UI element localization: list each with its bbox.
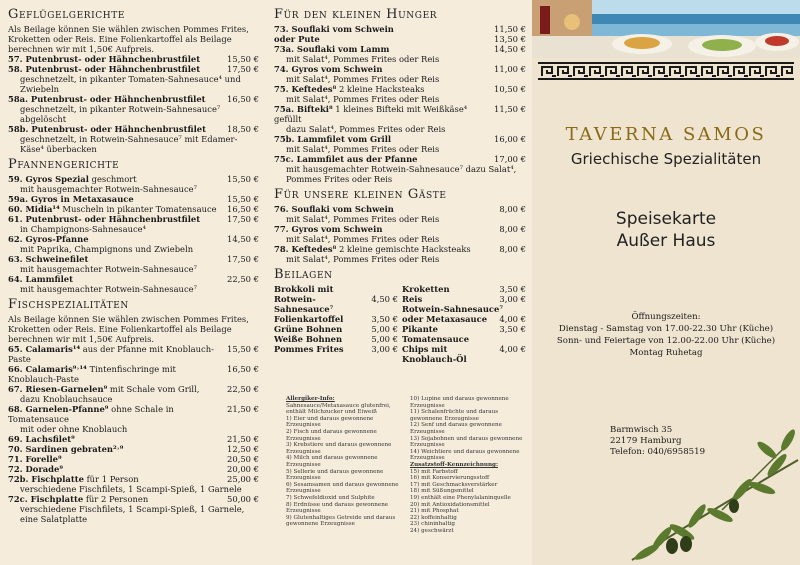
opening-hours <box>532 311 800 359</box>
menu-item-label <box>274 24 394 34</box>
menu-item-row <box>8 404 259 424</box>
side-dish-row <box>402 304 526 314</box>
allergy-list-left <box>286 416 402 528</box>
menu-item-name: 59a. Gyros in Metaxasauce <box>8 194 134 204</box>
beilagen-right <box>402 284 526 364</box>
menu-item-price: 14,50 € <box>227 234 259 244</box>
allergen-entry: 23) chininhaltig <box>410 521 455 528</box>
menu-item-row <box>8 64 259 74</box>
menu-item-label <box>8 444 123 454</box>
menu-item-name: 65. Calamaris¹⁴ <box>8 344 81 354</box>
menu-item-description: in Champignons-Sahnesauce⁴ <box>20 224 146 234</box>
menu-item-name: 60. Midia¹⁴ <box>8 204 60 214</box>
section-title-fisch: Fischspezialitäten <box>8 297 129 312</box>
side-dish-row <box>402 294 526 304</box>
allergen-entry: 5) Sellerie und daraus gewonnene Erzeugnisse <box>286 468 384 482</box>
menu-item-description: mit Salat⁴, Pommes Frites oder Reis <box>286 94 440 104</box>
additives-list <box>410 469 526 535</box>
side-dish-name: Pommes Frites <box>274 344 344 354</box>
menu-item-name: 61. Putenbrust- oder Hähnchenbrustfilet <box>8 214 201 224</box>
menu-item-description: verschiedene Fischfilets, 1 Scampi-Spieß, 1 Garnele, eine Salatplatte <box>20 504 245 524</box>
section-title-hunger: Für den kleinen Hunger <box>274 7 438 22</box>
hours-line2: Sonn- und Feiertage von 12.00-22.00 Uhr (Küche) <box>556 336 776 346</box>
side-dish-row <box>402 324 526 344</box>
menu-item-label <box>8 234 89 244</box>
menu-item-label <box>8 494 148 504</box>
side-dish-row <box>274 314 398 324</box>
menu-item-price: 21,50 € <box>227 404 259 414</box>
address-street: Barmwisch 35 <box>610 425 673 435</box>
menu-item-price: 14,50 € <box>494 44 526 54</box>
menu-item-price: 22,50 € <box>227 384 259 394</box>
additives-title: Zusatzstoff-Kennzeichnung: <box>410 461 499 468</box>
menu-item-row <box>8 444 259 454</box>
menu-item-price: 25,00 € <box>227 474 259 484</box>
menu-item-label <box>274 64 382 74</box>
menu-item-description: mit Salat⁴, Pommes Frites oder Reis <box>286 144 440 154</box>
menu-item-price: 17,00 € <box>494 154 526 164</box>
beilagen-table <box>274 284 526 364</box>
menu-item-name: 58. Putenbrust- oder Hähnchenbrustfilet <box>8 64 201 74</box>
allergen-entry: 24) geschwärzt <box>410 527 454 534</box>
menu-item-label <box>274 224 382 234</box>
menu-item-description: mit Salat⁴, Pommes Frites oder Reis <box>286 214 440 224</box>
menu-item-label <box>8 274 73 284</box>
menu-item-name: 78. Keftedes⁸ <box>274 244 337 254</box>
menu-item-price: 17,50 € <box>227 64 259 74</box>
menu-item-price: 11,00 € <box>494 64 526 74</box>
menu-item-extra: 2 kleine gemischte Hacksteaks <box>336 244 471 254</box>
menu-item-label <box>274 244 471 254</box>
menu-item-description: mit oder ohne Knoblauch <box>20 424 128 434</box>
allergen-entry: 8) Erdnüsse und daraus gewonnene Erzeugnisse <box>286 501 389 515</box>
side-dish-price: 3,00 € <box>371 344 398 354</box>
menu-item-label <box>274 154 418 164</box>
allergen-entry: 17) mit Geschmacksverstärker <box>410 481 498 488</box>
menu-item-row <box>8 234 259 244</box>
menu-item-label <box>8 404 223 424</box>
menu-item-extra: mit Schale vom Grill, <box>107 384 200 394</box>
menu-item-price: 15,50 € <box>227 344 259 354</box>
greek-key-border <box>538 62 794 80</box>
side-dish-price: 5,00 € <box>371 324 398 334</box>
menu-item-label <box>8 54 200 64</box>
menu-item-label <box>8 64 200 74</box>
menu-item-row <box>8 204 259 214</box>
allergen-entry: 1) Eier und daraus gewonnene Erzeugnisse <box>286 415 374 429</box>
fisch-note: Als Beilage können Sie wählen zwischen Pommes Frites, Kroketten oder Reis. Eine Folienkartoffel als Beilage berechnen wir mit 1,50€ Aufpreis. <box>8 314 249 344</box>
menu-item-price: 15,50 € <box>227 194 259 204</box>
menu-item-name: 72. Dorade⁹ <box>8 464 64 474</box>
menu-item-description: geschnetzelt, in pikanter Rotwein-Sahnesauce⁷ abgelöscht <box>20 104 221 124</box>
menu-item-label <box>8 364 223 384</box>
menu-title <box>532 208 800 252</box>
side-dish-name: Kroketten <box>402 284 450 294</box>
menu-item-description: mit Paprika, Champignons und Zwiebeln <box>20 244 194 254</box>
menu-item-extra: 2 kleine Hacksteaks <box>336 84 425 94</box>
menu-title-line2: Außer Haus <box>616 231 716 251</box>
section-title-pfanne: Pfannengerichte <box>8 157 120 172</box>
address-city: 22179 Hamburg <box>610 436 682 446</box>
menu-item-label <box>8 254 88 264</box>
side-dish-name: Weiße Bohnen <box>274 334 343 344</box>
menu-item-label <box>274 34 320 44</box>
menu-item-description: mit hausgemachter Rotwein-Sahnesauce⁷ dazu Salat⁴, Pommes Frites oder Reis <box>286 164 517 184</box>
menu-item-row <box>8 194 259 204</box>
menu-item-extra: 1 kleines Bifteki mit Weißkäse⁴ gefüllt <box>274 104 468 124</box>
allergen-entry: 16) mit Konservierungsstoff <box>410 475 490 482</box>
menu-item-name: 67. Riesen-Garnelen⁹ <box>8 384 108 394</box>
allergen-entry: 9) Glutenhaltiges Getreide und daraus gewonnene Erzeugnisse <box>286 514 396 528</box>
menu-item-row <box>8 124 259 134</box>
menu-item-row <box>8 454 259 464</box>
allergen-entry: 11) Schalenfrüchte und daraus gewonnene Erzeugnisse <box>410 409 499 422</box>
menu-item-name: 73a. Souflaki vom Lamm <box>274 44 390 54</box>
menu-item-description: mit Salat⁴, Pommes Frites oder Reis <box>286 74 440 84</box>
column-right-cover <box>532 0 800 565</box>
allergy-intro: Sahnesauce/Metaxasauce glutenfrei, enthält Milchzucker und Eiweiß <box>286 402 391 416</box>
menu-item-row <box>8 254 259 264</box>
allergen-entry: 21) mit Phosphat <box>410 508 459 515</box>
menu-item-row <box>8 274 259 284</box>
menu-item-description: mit Salat⁴, Pommes Frites oder Reis <box>286 254 440 264</box>
menu-item-label <box>274 104 490 124</box>
allergen-entry: 10) Lupine und daraus gewonnene Erzeugnisse <box>410 396 509 409</box>
hours-line1: Dienstag - Samstag von 17.00-22.30 Uhr (Küche) <box>558 324 774 334</box>
section-title-gefluegel: Geflügelgerichte <box>8 7 126 22</box>
menu-item-description: mit hausgemachter Rotwein-Sahnesauce⁷ <box>20 264 197 274</box>
side-dish-price: 3,50 € <box>499 324 526 334</box>
menu-item-name: 77. Gyros vom Schwein <box>274 224 383 234</box>
menu-item-name: 68. Garnelen-Pfanne⁹ <box>8 404 109 414</box>
hours-line3: Montag Ruhetag <box>629 348 703 358</box>
menu-item-description: verschiedene Fischfilets, 1 Scampi-Spieß, 1 Garnele <box>20 484 242 494</box>
menu-item-price: 16,50 € <box>227 364 259 374</box>
side-dish-row <box>402 344 526 364</box>
address-block <box>610 425 705 458</box>
side-dish-row <box>402 284 526 294</box>
menu-item-row <box>274 34 526 44</box>
menu-item-label <box>8 434 75 444</box>
menu-item-row <box>8 54 259 64</box>
allergen-entry: 15) mit Farbstoff <box>410 468 458 475</box>
menu-item-description: mit hausgemachter Rotwein-Sahnesauce⁷ <box>20 184 197 194</box>
menu-item-row <box>274 134 526 144</box>
menu-item-name: oder Pute <box>274 34 320 44</box>
side-dish-name: Pikante Tomatensauce <box>402 324 470 344</box>
menu-item-row <box>8 344 259 364</box>
allergen-entry: 14) Weichtiere und daraus gewonnene Erzeugnisse <box>410 448 520 462</box>
allergen-entry: 13) Sojabohnen und daraus gewonnene Erzeugnisse <box>410 435 523 449</box>
menu-item-row <box>274 204 526 214</box>
menu-item-description: dazu Salat⁴, Pommes Frites oder Reis <box>286 124 446 134</box>
menu-item-description: mit hausgemachter Rotwein-Sahnesauce⁷ <box>20 284 197 294</box>
menu-item-extra: aus der Pfanne mit Knoblauch-Paste <box>8 344 214 364</box>
menu-item-price: 17,50 € <box>227 214 259 224</box>
side-dish-price: 5,00 € <box>371 334 398 344</box>
menu-item-name: 74. Gyros vom Schwein <box>274 64 383 74</box>
menu-item-extra: geschmort <box>88 174 137 184</box>
side-dish-price: 3,50 € <box>499 284 526 294</box>
menu-item-price: 8,00 € <box>499 204 526 214</box>
menu-item-price: 50,00 € <box>227 494 259 504</box>
menu-item-extra: ohne Schale in Tomatensauce <box>8 404 174 424</box>
menu-item-name: 70. Sardinen gebraten²˒⁹ <box>8 444 124 454</box>
menu-item-label <box>8 214 200 224</box>
allergen-entry: 2) Fisch und daraus gewonnene Erzeugnisse <box>286 428 377 442</box>
menu-item-name: 69. Lachsfilet⁹ <box>8 434 75 444</box>
menu-item-label <box>274 204 394 214</box>
menu-item-row <box>274 84 526 94</box>
restaurant-name: TAVERNA SAMOS <box>565 124 767 145</box>
allergy-info <box>286 396 526 534</box>
beilagen-left <box>274 284 398 364</box>
side-dish-row <box>274 334 398 344</box>
side-dish-price <box>394 284 398 294</box>
menu-item-name: 75a. Bifteki⁸ <box>274 104 333 114</box>
menu-item-row <box>8 214 259 224</box>
side-dish-name: Reis <box>402 294 423 304</box>
menu-item-row <box>274 154 526 164</box>
menu-item-name: 75b. Lammfilet vom Grill <box>274 134 392 144</box>
side-dish-name: Folienkartoffel <box>274 314 344 324</box>
allergen-entry: 12) Senf und daraus gewonnene Erzeugnisse <box>410 422 502 435</box>
side-dish-name: Grüne Bohnen <box>274 324 343 334</box>
menu-item-name: 75. Keftedes⁸ <box>274 84 337 94</box>
section-title-gaeste: Für unsere kleinen Gäste <box>274 187 447 202</box>
menu-item-price: 11,50 € <box>494 104 526 114</box>
menu-item-label <box>8 454 62 464</box>
menu-item-price: 8,00 € <box>499 224 526 234</box>
side-dish-price: 4,00 € <box>499 344 526 354</box>
section-title-beilagen: Beilagen <box>274 267 333 282</box>
allergen-entry: 20) mit Antioxidationsmittel <box>410 501 490 508</box>
menu-item-price: 8,00 € <box>499 244 526 254</box>
menu-item-price: 20,00 € <box>227 464 259 474</box>
address-phone[interactable]: Telefon: 040/6958519 <box>610 447 706 457</box>
menu-item-row <box>274 224 526 234</box>
menu-item-name: 57. Putenbrust- oder Hähnchenbrustfilet <box>8 54 201 64</box>
menu-item-description: mit Salat⁴, Pommes Frites oder Reis <box>286 234 440 244</box>
menu-item-label <box>8 204 217 214</box>
allergy-list-right <box>410 396 526 462</box>
side-dish-row <box>274 294 398 314</box>
gaeste-list <box>274 204 526 264</box>
menu-item-name: 58a. Putenbrust- oder Hähnchenbrustfilet <box>8 94 206 104</box>
menu-item-name: 72b. Fischplatte <box>8 474 84 484</box>
side-dish-row <box>402 314 526 324</box>
menu-item-row <box>274 244 526 254</box>
allergy-col-left <box>286 396 402 534</box>
menu-item-row <box>8 474 259 484</box>
allergen-entry: 4) Milch und daraus gewonnene Erzeugnisse <box>286 455 378 468</box>
menu-item-row <box>8 434 259 444</box>
menu-item-name: 71. Forelle⁹ <box>8 454 62 464</box>
menu-item-label <box>274 134 391 144</box>
menu-item-label <box>8 94 206 104</box>
menu-item-price: 11,50 € <box>494 24 526 34</box>
menu-item-row <box>8 494 259 504</box>
menu-item-price: 15,50 € <box>227 174 259 184</box>
menu-item-label <box>8 344 223 364</box>
menu-item-price: 18,50 € <box>227 124 259 134</box>
side-dish-row <box>274 284 398 294</box>
menu-item-row <box>8 174 259 184</box>
menu-item-price: 21,50 € <box>227 434 259 444</box>
menu-item-row <box>8 364 259 384</box>
harbor-food-photo <box>532 0 800 58</box>
allergen-entry: 19) enthält eine Phenylalaninquelle <box>410 494 511 501</box>
restaurant-tagline: Griechische Spezialitäten <box>570 150 762 168</box>
menu-item-name: 73. Souflaki vom Schwein <box>274 24 394 34</box>
menu-item-row <box>8 464 259 474</box>
menu-item-price: 13,50 € <box>494 34 526 44</box>
menu-item-extra: Tintenfischringe mit Knoblauch-Paste <box>8 364 176 384</box>
menu-item-name: 75c. Lammfilet aus der Pfanne <box>274 154 418 164</box>
side-dish-price: 3,00 € <box>499 294 526 304</box>
allergen-entry: 6) Sesamsamen und daraus gewonnene Erzeugnisse <box>286 481 399 495</box>
menu-item-name: 59. Gyros Spezial <box>8 174 89 184</box>
allergen-entry: 22) koffeinhaltig <box>410 514 457 521</box>
menu-item-row <box>274 104 526 124</box>
menu-item-row <box>274 44 526 54</box>
allergen-entry: 7) Schwefeldioxid und Sulphite <box>286 494 375 501</box>
menu-item-description: geschnetzelt, in pikanter Tomaten-Sahnesauce⁴ und Zwiebeln <box>20 74 241 94</box>
menu-item-description: mit Salat⁴, Pommes Frites oder Reis <box>286 54 440 64</box>
hours-title: Öffnungszeiten: <box>631 312 701 322</box>
menu-item-extra: für 1 Person <box>83 474 139 484</box>
menu-item-label <box>8 384 199 394</box>
menu-item-extra: für 2 Personen <box>83 494 149 504</box>
menu-item-label <box>8 174 137 184</box>
side-dish-price <box>522 304 526 314</box>
menu-item-row <box>274 64 526 74</box>
menu-item-label <box>8 124 206 134</box>
side-dish-name: Rotwein-Sahnesauce⁷ <box>274 294 334 314</box>
side-dish-name: Chips mit Knoblauch-Öl <box>402 344 467 364</box>
menu-item-price: 16,00 € <box>494 134 526 144</box>
menu-item-price: 16,50 € <box>227 94 259 104</box>
column-middle <box>268 0 530 565</box>
menu-title-line1: Speisekarte <box>615 209 717 229</box>
gefluegel-list <box>8 54 259 154</box>
menu-item-description: dazu Knoblauchsauce <box>20 394 113 404</box>
menu-item-label <box>274 84 424 94</box>
allergy-col-right <box>410 396 526 534</box>
menu-item-label <box>8 474 139 484</box>
menu-item-label <box>8 194 134 204</box>
column-left <box>0 0 265 565</box>
menu-item-description: geschnetzelt, in Rotwein-Sahnesauce⁷ mit Edamer-Käse⁴ überbacken <box>20 134 238 154</box>
menu-item-name: 63. Schweinefilet <box>8 254 89 264</box>
menu-item-extra: Muscheln in pikanter Tomatensauce <box>59 204 217 214</box>
fisch-list <box>8 344 259 524</box>
menu-item-label <box>274 44 389 54</box>
menu-item-price: 17,50 € <box>227 254 259 264</box>
menu-item-row <box>274 24 526 34</box>
side-dish-name: oder Metaxasauce <box>402 314 488 324</box>
menu-item-price: 16,50 € <box>227 204 259 214</box>
menu-item-label <box>8 464 63 474</box>
allergen-entry: 3) Krebstiere und daraus gewonnene Erzeugnisse <box>286 442 392 455</box>
allergen-entry: 18) mit Süßungsmittel <box>410 488 474 495</box>
pfanne-list <box>8 174 259 294</box>
menu-item-price: 20,50 € <box>227 454 259 464</box>
side-dish-row <box>274 344 398 354</box>
menu-item-price: 10,50 € <box>494 84 526 94</box>
side-dish-row <box>274 324 398 334</box>
side-dish-name: Rotwein-Sahnesauce⁷ <box>402 304 504 314</box>
menu-item-name: 66. Calamaris⁹˒¹⁴ <box>8 364 87 374</box>
side-dish-price: 4,50 € <box>371 294 398 304</box>
menu-item-name: 62. Gyros-Pfanne <box>8 234 89 244</box>
menu-item-name: 64. Lammfilet <box>8 274 73 284</box>
menu-item-row <box>8 384 259 394</box>
side-dish-price: 3,50 € <box>371 314 398 324</box>
menu-item-name: 72c. Fischplatte <box>8 494 84 504</box>
allergy-title: Allergiker-Info: <box>286 396 335 402</box>
side-dish-name: Brokkoli mit <box>274 284 334 294</box>
menu-item-price: 15,50 € <box>227 54 259 64</box>
menu-item-row <box>8 94 259 104</box>
gefluegel-note: Als Beilage können Sie wählen zwischen Pommes Frites, Kroketten oder Reis. Eine Folienkartoffel als Beilage berechnen wir mit 1,50€ Aufpreis. <box>8 24 249 54</box>
menu-item-price: 12,50 € <box>227 444 259 454</box>
menu-item-name: 58b. Putenbrust- oder Hähnchenbrustfilet <box>8 124 206 134</box>
side-dish-price: 4,00 € <box>499 314 526 324</box>
menu-item-name: 76. Souflaki vom Schwein <box>274 204 394 214</box>
menu-item-price: 22,50 € <box>227 274 259 284</box>
hunger-list <box>274 24 526 184</box>
